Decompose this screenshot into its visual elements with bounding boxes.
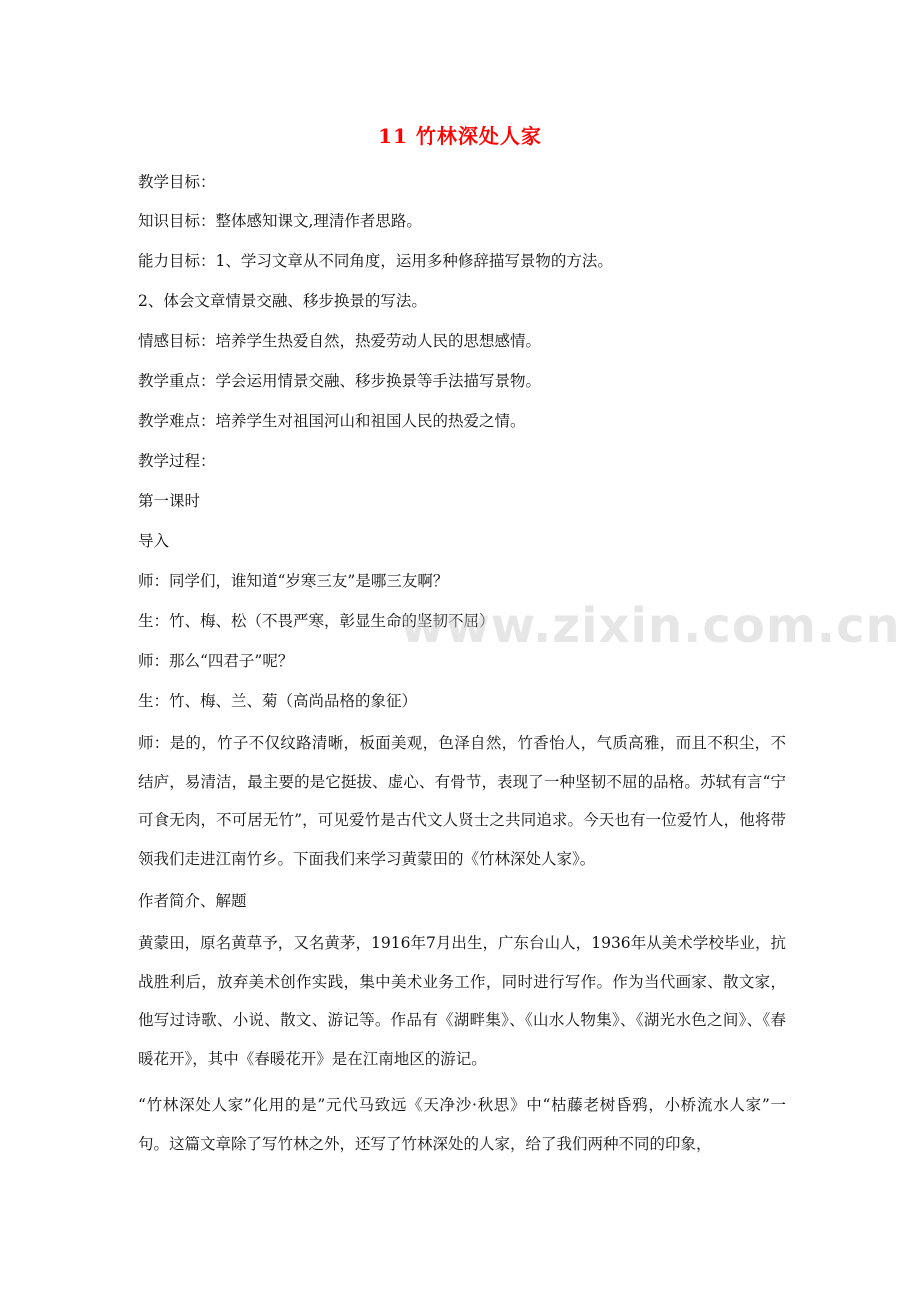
paragraph-teacher-bamboo: 师：是的，竹子不仅纹路清晰，板面美观，色泽自然，竹香怡人，气质高雅，而且不积尘，不结庐，易清洁，最主要的是它挺拔、虚心、有骨节，表现了一种坚韧不屈的品格。苏轼有言“宁可食无肉，不可居无竹”，可见爱竹是古代文人贤士之共同追求。今天也有一位爱竹人，他将带领我们走进江南竹乡。下面我们来学习黄蒙田的《竹林深处人家》。 (138, 734, 786, 868)
dialogue-line: 生：竹、梅、松（不畏严寒，彰显生命的坚韧不屈） (138, 612, 495, 630)
ability-goal: 能力目标：1、学习文章从不同角度，运用多种修辞描写景物的方法。 (138, 252, 613, 270)
heading-first-lesson: 第一课时 (138, 492, 201, 510)
heading-author-intro: 作者简介、解题 (138, 892, 247, 910)
teaching-difficulty: 教学难点：培养学生对祖国河山和祖国人民的热爱之情。 (138, 412, 526, 430)
dialogue-line: 生：竹、梅、兰、菊（高尚品格的象征） (138, 692, 418, 710)
page-title: 11 竹林深处人家 (378, 124, 542, 148)
heading-intro: 导入 (138, 532, 170, 550)
emotion-goal: 情感目标：培养学生热爱自然，热爱劳动人民的思想感情。 (138, 332, 542, 350)
knowledge-goal: 知识目标：整体感知课文,理清作者思路。 (138, 212, 422, 230)
teaching-focus: 教学重点：学会运用情景交融、移步换景等手法描写景物。 (138, 372, 542, 390)
watermark: www.zixin.com.cn (400, 598, 901, 654)
paragraph-author-bio: 黄蒙田，原名黄草予，又名黄茅，1916年7月出生，广东台山人，1936年从美术学校毕业，抗战胜利后，放弃美术创作实践，集中美术业务工作，同时进行写作。作为当代画家、散文家，他写过诗歌、小说、散文、游记等。作品有《湖畔集》、《山水人物集》、《湖光水色之间》、《春暖花开》，其中《春暖花开》是在江南地区的游记。 (138, 934, 786, 1068)
heading-teaching-process: 教学过程： (138, 452, 216, 470)
ability-goal-2: 2、体会文章情景交融、移步换景的写法。 (138, 292, 427, 310)
dialogue-line: 师：同学们，谁知道“岁寒三友”是哪三友啊？ (138, 572, 449, 590)
paragraph-title-explanation: “竹林深处人家”化用的是”元代马致远《天净沙·秋思》中“枯藤老树昏鸦，小桥流水人家”一句。这篇文章除了写竹林之外，还写了竹林深处的人家，给了我们两种不同的印象， (138, 1096, 786, 1153)
dialogue-line: 师：那么“四君子”呢？ (138, 652, 294, 670)
heading-teaching-goals: 教学目标： (138, 173, 216, 191)
